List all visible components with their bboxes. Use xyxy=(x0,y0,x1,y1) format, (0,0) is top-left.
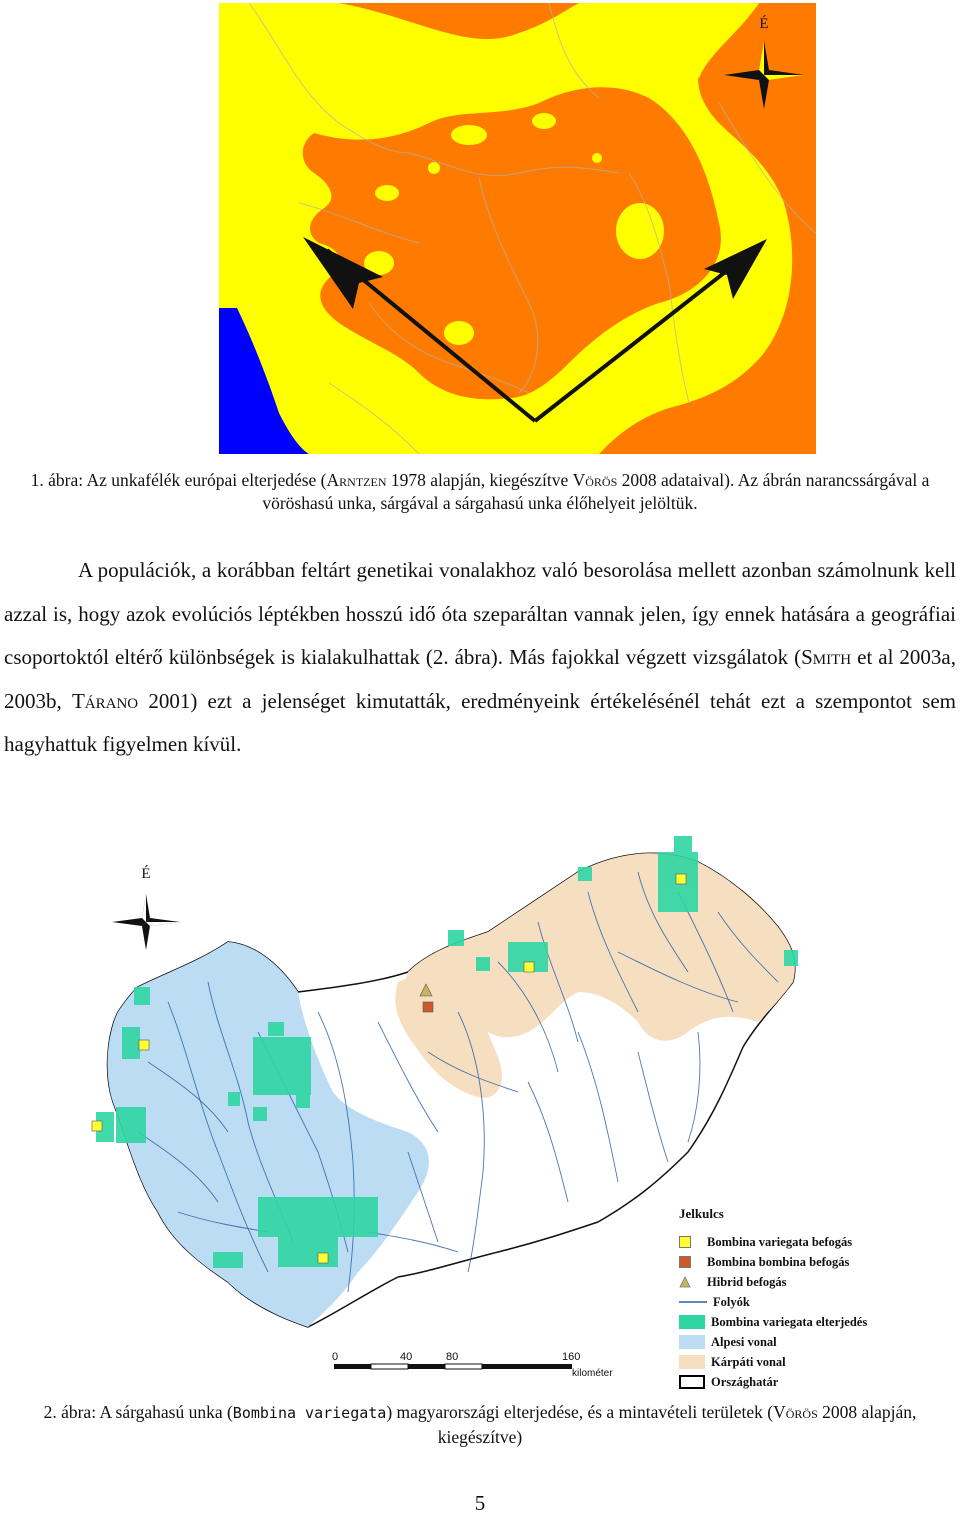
body-paragraph xyxy=(4,549,956,767)
figure1-caption-author2: Vörös xyxy=(572,470,618,490)
north-label: É xyxy=(759,16,769,32)
paragraph-author1: Smith xyxy=(801,645,852,669)
figure2-caption-mid: ) magyarországi elterjedése, és a mintavételi területek ( xyxy=(386,1402,774,1422)
figure1-caption-author1: Arntzen xyxy=(326,470,387,490)
figure2-caption-suffix: 2008 alapján, kiegészítve) xyxy=(437,1402,917,1447)
river-line-icon xyxy=(679,1296,707,1308)
europe-distribution-map xyxy=(219,3,816,454)
lightblue-square-icon xyxy=(679,1335,705,1349)
legend-label: Bombina bombina befogás xyxy=(707,1254,850,1269)
compass-icon-2 xyxy=(112,894,180,950)
figure1-caption-prefix: 1. ábra: Az unkafélék európai elterjedése ( xyxy=(30,470,327,490)
legend-label: Bombina variegata elterjedés xyxy=(711,1314,868,1329)
scale-unit: kilométer xyxy=(572,1368,613,1379)
legend-label: Kárpáti vonal xyxy=(711,1354,786,1369)
orange-square-icon xyxy=(679,1256,691,1268)
legend-item xyxy=(679,1272,919,1292)
figure2-caption-prefix: 2. ábra: A sárgahasú unka ( xyxy=(43,1402,233,1422)
paragraph-author2: Tárano xyxy=(71,688,139,713)
teal-square-icon xyxy=(679,1315,705,1329)
triangle-icon xyxy=(679,1276,691,1288)
figure2-caption xyxy=(10,1400,950,1449)
paragraph-part3: 2001) ezt a jelenséget kimutatták, eredményeink értékelésénél tehát ezt a szempontot sem hagyhattuk figyelmen kívül. xyxy=(4,688,957,756)
scale-tick: 40 xyxy=(400,1351,413,1363)
scale-tick: 80 xyxy=(446,1351,459,1363)
figure1-caption-mid: 1978 alapján, kiegészítve xyxy=(386,470,573,490)
figure1-caption-suffix: 2008 adataival). Az ábrán narancssárgával a vöröshasú unka, sárgával a sárgahasú unka élőhelyeit jelöltük. xyxy=(262,470,930,513)
yellow-square-icon xyxy=(679,1236,691,1248)
border-square-icon xyxy=(679,1375,705,1389)
figure2-caption-author: Vörös xyxy=(773,1402,818,1422)
legend-item xyxy=(679,1232,919,1252)
legend-label: Országhatár xyxy=(711,1374,779,1389)
north-label-2: É xyxy=(141,866,151,882)
figure1-caption xyxy=(30,469,930,515)
scale-bar xyxy=(330,1351,620,1381)
legend-item xyxy=(679,1352,919,1372)
page-number: 5 xyxy=(474,1491,486,1515)
legend-item xyxy=(679,1252,919,1272)
paragraph-part1: A populációk, a korábban feltárt genetikai vonalakhoz való besorolása mellett azonban számolnunk kell azzal is, hogy azok evolúciós léptékben hosszú idő óta szeparáltan vannak jelen, így ennek hatására a geográfiai csoportoktól eltérő különbségek is kialakulhattak (2. ábra). Más fajokkal végzett vizsgálatok ( xyxy=(4,558,956,669)
legend-item xyxy=(679,1312,919,1332)
figure2-caption-species: Bombina variegata xyxy=(232,1404,387,1422)
paragraph-part2: et al 2003a, 2003b, xyxy=(4,645,956,713)
legend-title: Jelkulcs xyxy=(679,1206,724,1221)
legend-item xyxy=(679,1292,919,1312)
legend-label: Alpesi vonal xyxy=(711,1334,777,1349)
legend-label: Bombina variegata befogás xyxy=(707,1234,853,1249)
scale-tick: 0 xyxy=(332,1351,339,1363)
legend-label: Hibrid befogás xyxy=(707,1274,787,1289)
map-legend xyxy=(679,1206,919,1392)
legend-item xyxy=(679,1332,919,1352)
legend-label: Folyók xyxy=(713,1294,750,1309)
beige-square-icon xyxy=(679,1355,705,1369)
legend-item xyxy=(679,1372,919,1392)
scale-tick: 160 xyxy=(562,1351,581,1363)
